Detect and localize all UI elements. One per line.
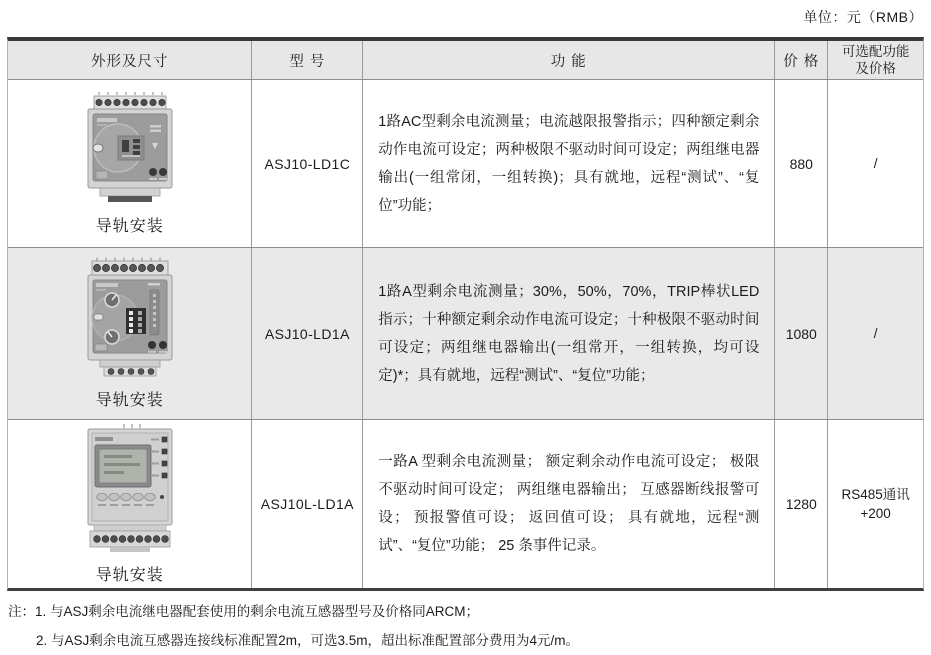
model-cell: ASJ10-LD1C <box>252 80 363 247</box>
function-cell <box>363 80 775 247</box>
price-cell: 1280 <box>775 420 828 588</box>
mount-type-caption: 导轨安装 <box>95 567 164 584</box>
footnote-prefix: 注： <box>8 604 35 619</box>
cell-appearance-2 <box>8 248 252 419</box>
header-optional-function-price <box>828 41 923 79</box>
model-cell: ASJ10-LD1A <box>252 248 363 419</box>
product-price-table <box>7 37 924 591</box>
function-text: 一路A 型剩余电流测量； 额定剩余动作电流可设定； 极限不驱动时间可设定； 两组继电器输出； 互感器断线报警可设； 预报警值可设； 返回值可设； 具有就地，远程“测试”、“复位”功能； 25 条事件记录。 <box>378 454 760 554</box>
table-row-asj10l-ld1a <box>8 420 923 588</box>
footnotes <box>8 597 579 655</box>
mount-type-caption: 导轨安装 <box>95 392 164 409</box>
price-cell: 1080 <box>775 248 828 419</box>
price-cell: 880 <box>775 80 828 247</box>
mount-type-caption: 导轨安装 <box>95 218 164 235</box>
footnote-2: 2. 与ASJ剩余电流互感器连接线标准配置2m，可选3.5m，超出标准配置部分费用为4元/m。 <box>36 633 580 648</box>
optional-line1: RS485通讯 <box>841 487 910 502</box>
header-appearance-dimensions: 外形及尺寸 <box>8 41 252 79</box>
header-function: 功 能 <box>363 41 775 79</box>
footnote-1: 注：1. 与ASJ剩余电流继电器配套使用的剩余电流互感器型号及价格同ARCM； <box>8 604 480 619</box>
optional-cell <box>828 420 923 588</box>
header-optional-line1: 可选配功能 <box>841 44 910 59</box>
product-image-din-relay-dials-icon <box>82 257 178 378</box>
header-optional-line2: 及价格 <box>855 61 896 76</box>
optional-cell: / <box>873 326 878 341</box>
model-cell: ASJ10L-LD1A <box>252 420 363 588</box>
table-row-asj10-ld1a <box>8 248 923 420</box>
function-text: 1路A型剩余电流测量；30%，50%，70%，TRIP棒状LED指示；十种额定剩余动作电流可设定；十种极限不驱动时间可设定；两组继电器输出(一组常开，一组转换，均可设定)*；具有就地，远程“测试”、“复位”功能； <box>378 283 760 384</box>
table-row-asj10-ld1c <box>8 80 923 248</box>
product-image-lcd-relay-icon <box>80 423 180 553</box>
cell-appearance-1 <box>8 80 252 247</box>
cell-appearance-3 <box>8 420 252 588</box>
optional-line2: +200 <box>860 506 891 521</box>
header-price: 价 格 <box>775 41 828 79</box>
function-text: 1路AC型剩余电流测量；电流越限报警指示；四种额定剩余动作电流可设定；两种极限不驱动时间可设定；两组继电器输出(一组常闭，一组转换)；具有就地，远程“测试”、“复位”功能； <box>378 113 760 214</box>
function-cell <box>363 420 775 588</box>
product-image-din-relay-knob-icon <box>82 91 178 204</box>
function-cell <box>363 248 775 419</box>
header-model: 型 号 <box>252 41 363 79</box>
unit-label: 单位：元（RMB） <box>803 9 923 25</box>
table-header-row <box>8 41 923 80</box>
optional-cell: / <box>873 156 878 171</box>
